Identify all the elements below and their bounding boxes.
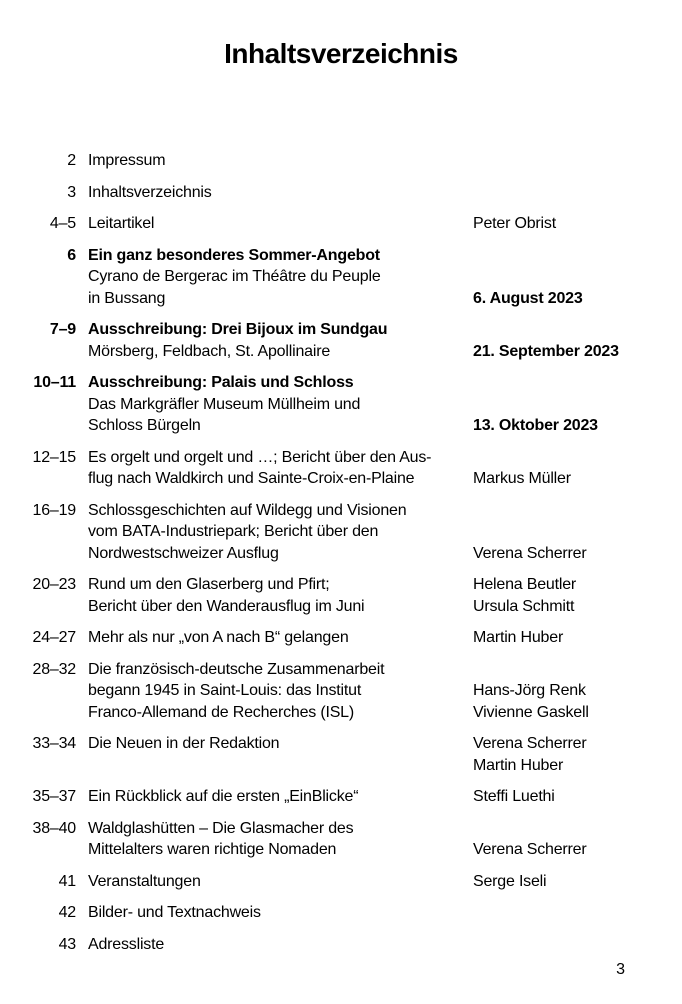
toc-entry-authors <box>473 733 682 776</box>
toc-entry-title-line <box>88 755 461 777</box>
toc-entry-pages: 38–40 <box>32 819 76 837</box>
toc-entry-author-line <box>473 319 682 341</box>
toc-entry-author-line <box>473 245 682 267</box>
toc-entry-pages: 7–9 <box>49 321 76 338</box>
toc-entry-pages: 20–23 <box>32 576 76 593</box>
toc-entry-authors <box>473 182 682 204</box>
toc-entry-titles <box>88 627 461 649</box>
toc-entry <box>0 659 682 724</box>
toc-entry-pages: 16–19 <box>32 501 76 519</box>
toc-entry <box>0 447 682 490</box>
toc-list <box>0 150 682 965</box>
toc-entry-authors <box>473 245 682 310</box>
toc-entry-authors <box>473 659 682 724</box>
toc-entry <box>0 245 682 310</box>
toc-entry-title-line: Cyrano de Bergerac im Théâtre du Peuple <box>88 268 381 285</box>
toc-entry-titles <box>88 182 461 204</box>
toc-entry-titles <box>88 245 461 310</box>
toc-entry-pages: 12–15 <box>32 448 76 466</box>
toc-entry-titles <box>88 213 461 235</box>
toc-entry-title-line: Schlossgeschichten auf Wildegg und Visionen <box>88 501 407 519</box>
toc-entry-titles <box>88 871 461 893</box>
toc-entry-authors <box>473 372 682 437</box>
toc-entry-author-line <box>473 372 682 394</box>
toc-entry-title-line: Mehr als nur „von A nach B“ gelangen <box>88 629 349 646</box>
toc-entry <box>0 627 682 649</box>
toc-entry-title-line: Ein ganz besonderes Sommer-Angebot <box>88 246 380 264</box>
toc-entry-pages: 4–5 <box>49 215 76 232</box>
toc-entry-authors <box>473 150 682 172</box>
toc-entry-title-line: Inhaltsverzeichnis <box>88 183 212 201</box>
toc-entry-author-line <box>473 394 682 416</box>
toc-entry <box>0 182 682 204</box>
toc-entry-authors <box>473 818 682 861</box>
toc-entry-title-line: flug nach Waldkirch und Sainte-Croix-en-Plaine <box>88 470 415 487</box>
toc-entry-pages: 41 <box>58 872 76 890</box>
toc-entry-pages: 43 <box>58 935 76 953</box>
toc-entry-authors <box>473 319 682 362</box>
toc-entry <box>0 372 682 437</box>
toc-entry-author-line: Ursula Schmitt <box>473 597 575 615</box>
toc-entry-title-line: Adressliste <box>88 935 165 953</box>
toc-entry-title-line: vom BATA-Industriepark; Bericht über den <box>88 523 379 540</box>
toc-entry-title-line: Bericht über den Wanderausflug im Juni <box>88 597 365 615</box>
toc-entry-author-line: Markus Müller <box>473 470 571 487</box>
toc-entry-author-line: 6. August 2023 <box>473 289 583 307</box>
toc-entry-titles <box>88 372 461 437</box>
toc-entry-pages: 33–34 <box>32 735 76 752</box>
toc-entry-pages: 42 <box>58 904 76 921</box>
toc-entry-title-line: Die Neuen in der Redaktion <box>88 735 280 752</box>
toc-entry-author-line <box>473 659 682 681</box>
toc-entry-author-line <box>473 266 682 288</box>
toc-entry-author-line <box>473 500 682 522</box>
toc-entry-title-line: Ein Rückblick auf die ersten „EinBlicke“ <box>88 788 359 805</box>
toc-entry-author-line: Martin Huber <box>473 629 564 646</box>
toc-entry-pages: 28–32 <box>32 660 76 678</box>
toc-entry-authors <box>473 902 682 924</box>
toc-entry-pages: 3 <box>67 183 76 201</box>
toc-entry-title-line: in Bussang <box>88 289 166 307</box>
toc-entry-title-line: Nordwestschweizer Ausflug <box>88 544 279 562</box>
toc-entry-pages: 6 <box>67 246 76 264</box>
footer-page-number: 3 <box>616 961 625 978</box>
toc-entry-titles <box>88 786 461 808</box>
toc-entry-author-line <box>473 447 682 469</box>
page-title: Inhaltsverzeichnis <box>224 38 458 69</box>
toc-entry-authors <box>473 447 682 490</box>
toc-entry <box>0 871 682 893</box>
toc-entry-title-line: Franco-Allemand de Recherches (ISL) <box>88 703 355 721</box>
toc-entry-titles <box>88 902 461 924</box>
toc-entry-title-line: Ausschreibung: Drei Bijoux im Sundgau <box>88 321 388 338</box>
toc-entry-titles <box>88 150 461 172</box>
toc-entry-author-line <box>473 818 682 840</box>
toc-entry-titles <box>88 574 461 617</box>
toc-entry-title-line: Ausschreibung: Palais und Schloss <box>88 374 354 391</box>
toc-entry-authors <box>473 213 682 235</box>
toc-entry-title-line: Impressum <box>88 152 166 169</box>
toc-entry-title-line: Leitartikel <box>88 215 155 232</box>
toc-entry-title-line: Es orgelt und orgelt und …; Bericht über den Aus- <box>88 448 432 466</box>
toc-entry-author-line: Martin Huber <box>473 756 564 774</box>
toc-entry-titles <box>88 659 461 724</box>
toc-entry-pages: 2 <box>67 152 76 169</box>
toc-entry-title-line: Das Markgräfler Museum Müllheim und <box>88 395 361 413</box>
toc-entry-authors <box>473 786 682 808</box>
toc-entry-author-line: Helena Beutler <box>473 576 577 593</box>
toc-entry-authors <box>473 871 682 893</box>
toc-entry-title-line: Schloss Bürgeln <box>88 417 201 434</box>
toc-entry-pages: 10–11 <box>33 374 76 391</box>
toc-entry-author-line: Verena Scherrer <box>473 841 587 858</box>
toc-entry-titles <box>88 500 461 565</box>
toc-entry <box>0 786 682 808</box>
toc-entry-authors <box>473 500 682 565</box>
toc-entry-titles <box>88 818 461 861</box>
toc-entry <box>0 150 682 172</box>
toc-entry-authors <box>473 934 682 956</box>
toc-entry-author-line: 13. Oktober 2023 <box>473 417 598 434</box>
toc-entry-author-line: Verena Scherrer <box>473 544 587 562</box>
toc-entry-author-line: Hans-Jörg Renk <box>473 682 586 699</box>
toc-entry-authors <box>473 627 682 649</box>
toc-entry-title-line: Veranstaltungen <box>88 872 201 890</box>
toc-entry-titles <box>88 447 461 490</box>
toc-entry-title-line: Waldglashütten – Die Glasmacher des <box>88 819 354 837</box>
toc-entry-authors <box>473 574 682 617</box>
toc-entry-title-line: Mörsberg, Feldbach, St. Apollinaire <box>88 342 331 360</box>
toc-entry <box>0 574 682 617</box>
toc-entry-pages: 35–37 <box>32 788 76 805</box>
toc-entry-author-line: Serge Iseli <box>473 872 547 890</box>
toc-entry-author-line: Peter Obrist <box>473 215 556 232</box>
toc-entry-title-line: Bilder- und Textnachweis <box>88 904 261 921</box>
toc-entry-author-line <box>473 521 682 543</box>
toc-entry-pages: 24–27 <box>32 629 76 646</box>
toc-entry-title-line: Rund um den Glaserberg und Pfirt; <box>88 576 330 593</box>
toc-entry-title-line: Mittelalters waren richtige Nomaden <box>88 841 337 858</box>
toc-entry <box>0 818 682 861</box>
toc-entry <box>0 902 682 924</box>
toc-entry <box>0 213 682 235</box>
toc-entry-titles <box>88 934 461 956</box>
toc-entry-author-line: Steffi Luethi <box>473 788 555 805</box>
toc-entry <box>0 500 682 565</box>
toc-entry-author-line: Vivienne Gaskell <box>473 703 589 721</box>
toc-entry-title-line: begann 1945 in Saint-Louis: das Institut <box>88 682 362 699</box>
toc-entry <box>0 934 682 956</box>
toc-entry-author-line: 21. September 2023 <box>473 342 619 360</box>
toc-entry-title-line: Die französisch-deutsche Zusammenarbeit <box>88 660 385 678</box>
toc-entry <box>0 319 682 362</box>
toc-entry-titles <box>88 319 461 362</box>
toc-entry-titles <box>88 733 461 776</box>
toc-entry-author-line: Verena Scherrer <box>473 735 587 752</box>
toc-entry <box>0 733 682 776</box>
